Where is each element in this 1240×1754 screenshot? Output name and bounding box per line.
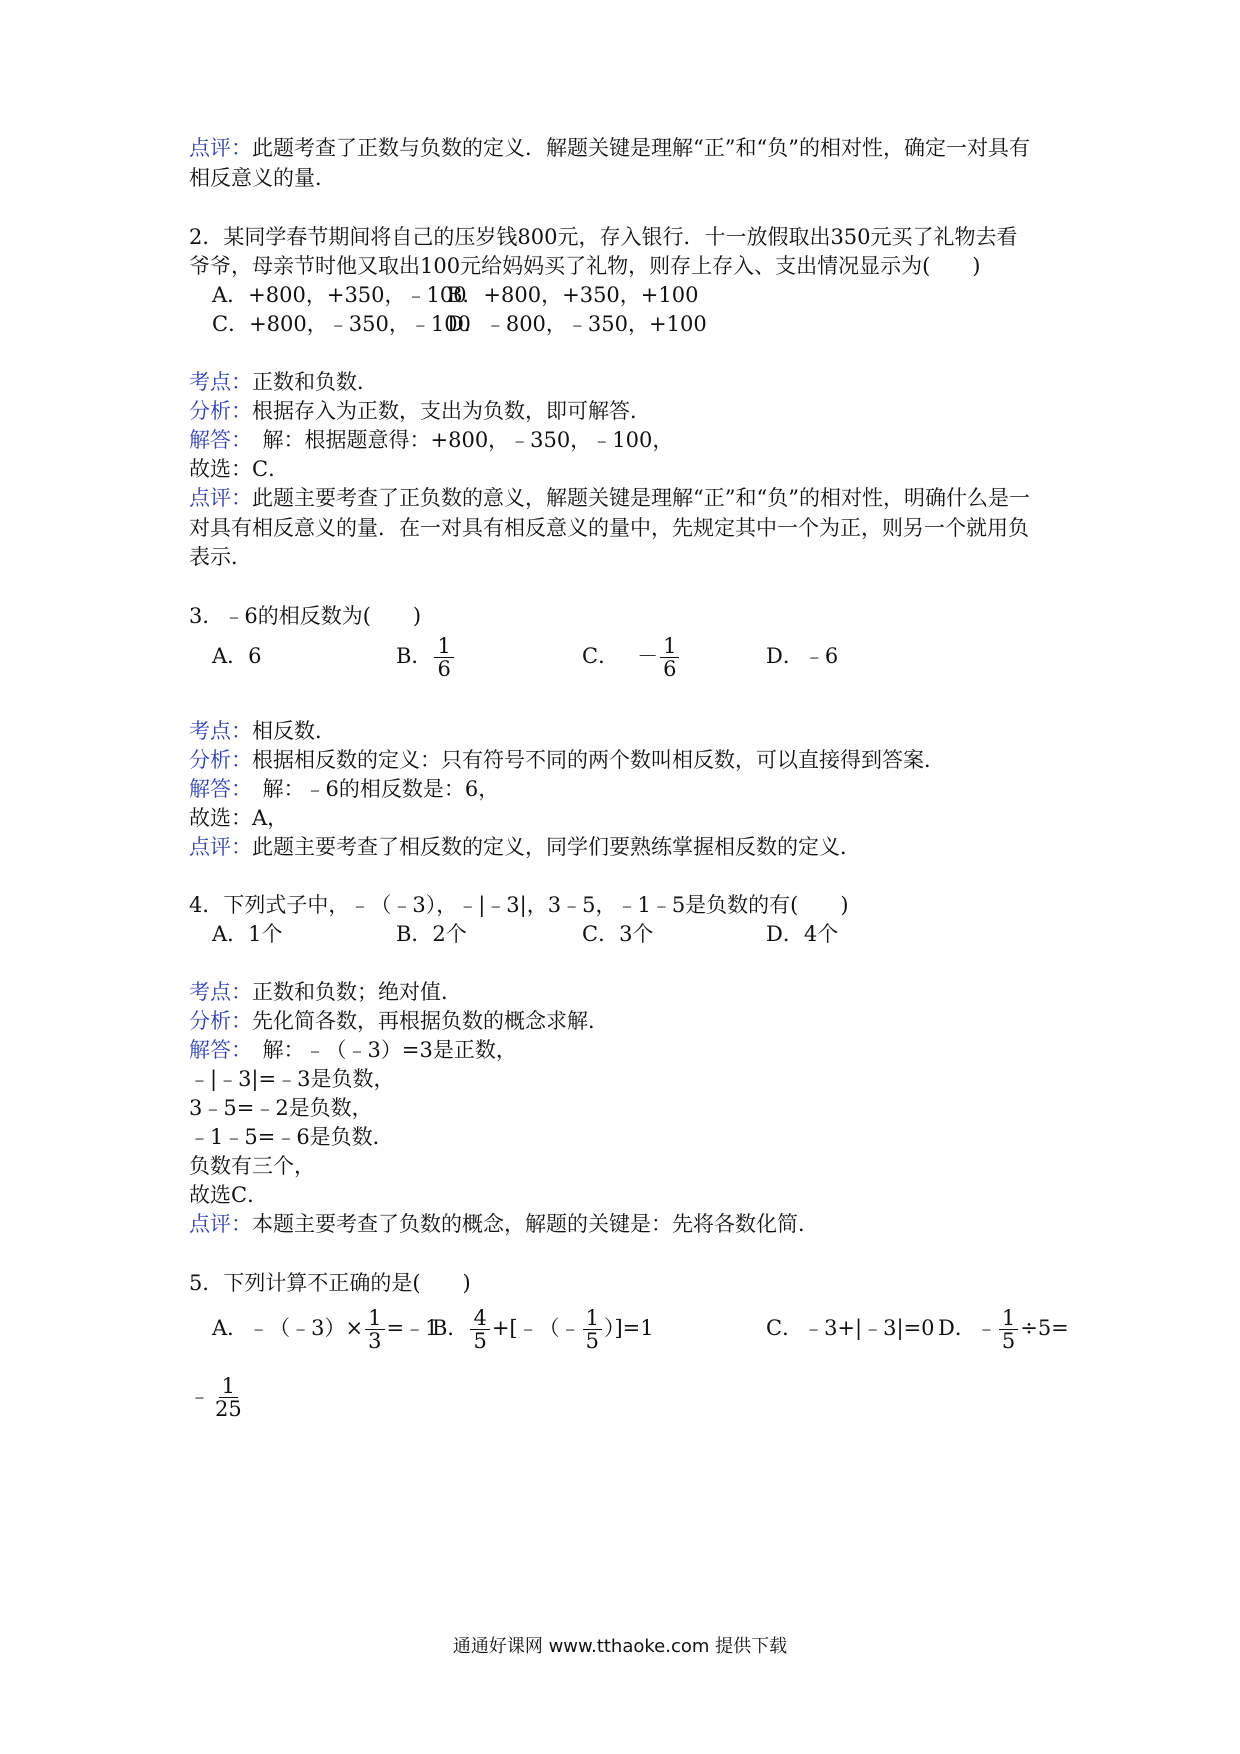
fraction: $\frac{1}{3}$ bbox=[365, 1307, 384, 1352]
q4-option-b: B．2个 bbox=[396, 922, 467, 946]
q5-option-a: A．﹣（﹣3）× $\frac{1}{3}$ =﹣1 bbox=[212, 1306, 439, 1353]
q4-step-4: 负数有三个， bbox=[189, 1154, 315, 1178]
q3-review: 点评：此题主要考查了相反数的定义，同学们要熟练掌握相反数的定义． bbox=[189, 835, 861, 859]
q3-choice: 故选：A， bbox=[189, 806, 289, 830]
q4-stem: 4．下列式子中，﹣（﹣3），﹣|﹣3|，3﹣5，﹣1﹣5是负数的有( ) bbox=[189, 893, 849, 917]
q2-topic: 考点：正数和负数． bbox=[189, 370, 378, 394]
q4-review: 点评：本题主要考查了负数的概念，解题的关键是：先将各数化简． bbox=[189, 1212, 819, 1236]
q4-topic: 考点：正数和负数；绝对值． bbox=[189, 980, 462, 1004]
q4-step-2: 3﹣5=﹣2是负数， bbox=[189, 1096, 373, 1120]
q3-topic: 考点：相反数． bbox=[189, 719, 336, 743]
q2-option-b: B．+800，+350，+100 bbox=[447, 283, 699, 307]
fraction: $\frac{1}{6}$ bbox=[660, 635, 679, 680]
q2-option-d: D．﹣800，﹣350，+100 bbox=[447, 312, 707, 336]
q5-option-d: D．﹣ $\frac{1}{5}$ ÷5= bbox=[938, 1306, 1069, 1353]
q4-option-a: A．1个 bbox=[212, 922, 283, 946]
fraction: $\frac{1}{6}$ bbox=[434, 635, 453, 680]
q2-review-line2: 对具有相反意义的量．在一对具有相反意义的量中，先规定其中一个为正，则另一个就用负 bbox=[189, 516, 1029, 540]
q3-solution: 解答： 解：﹣6的相反数是：6， bbox=[189, 777, 500, 801]
q3-option-a: A．6 bbox=[212, 644, 262, 668]
q2-choice: 故选：C． bbox=[189, 457, 290, 481]
q2-solution: 解答： 解：根据题意得：+800，﹣350，﹣100， bbox=[189, 428, 674, 452]
q5-option-c: C．﹣3+|﹣3|=0 bbox=[766, 1316, 935, 1340]
review-label: 点评： bbox=[189, 136, 252, 160]
q2-stem-line2: 爷爷，母亲节时他又取出100元给妈妈买了礼物，则存上存入、支出情况显示为( ) bbox=[189, 254, 981, 278]
q3-option-c: C． － $\frac{1}{6}$ bbox=[582, 624, 681, 688]
q1-review-line2: 相反意义的量． bbox=[189, 166, 336, 190]
q4-step-1: ﹣|﹣3|=﹣3是负数， bbox=[189, 1067, 395, 1091]
q2-option-c: C．+800，﹣350，﹣100 bbox=[212, 312, 471, 336]
page-footer: 通通好课网 www.tthaoke.com 提供下载 bbox=[452, 1636, 788, 1657]
q3-option-d: D．﹣6 bbox=[766, 644, 839, 668]
q2-review-line3: 表示． bbox=[189, 545, 252, 569]
q5-option-b: B． $\frac{4}{5}$ +[﹣（﹣ $\frac{1}{5}$ ）]=1 bbox=[432, 1306, 654, 1353]
q4-option-c: C．3个 bbox=[582, 922, 654, 946]
q4-step-3: ﹣1﹣5=﹣6是负数． bbox=[189, 1125, 394, 1149]
q4-option-d: D．4个 bbox=[766, 922, 839, 946]
q4-solution: 解答： 解：﹣（﹣3）=3是正数， bbox=[189, 1038, 517, 1062]
q1-review-line1: 点评：此题考查了正数与负数的定义．解题关键是理解“正”和“负”的相对性，确定一对具有 bbox=[189, 136, 1030, 160]
q3-stem: 3．﹣6的相反数为( ) bbox=[189, 604, 422, 628]
q5-stem: 5．下列计算不正确的是( ) bbox=[189, 1271, 471, 1295]
q3-analysis: 分析：根据相反数的定义：只有符号不同的两个数叫相反数，可以直接得到答案． bbox=[189, 748, 945, 772]
q2-analysis: 分析：根据存入为正数，支出为负数，即可解答． bbox=[189, 399, 651, 423]
fraction: $\frac{1}{5}$ bbox=[583, 1307, 602, 1352]
fraction: $\frac{1}{5}$ bbox=[999, 1307, 1018, 1352]
fraction: $\frac{1}{25}$ bbox=[215, 1374, 242, 1421]
fraction: $\frac{4}{5}$ bbox=[470, 1307, 489, 1352]
q3-option-b: B． $\frac{1}{6}$ bbox=[396, 624, 456, 688]
q2-option-a: A．+800，+350，﹣100 bbox=[212, 283, 467, 307]
q4-analysis: 分析：先化简各数，再根据负数的概念求解． bbox=[189, 1009, 609, 1033]
q2-stem-line1: 2．某同学春节期间将自己的压岁钱800元，存入银行．十一放假取出350元买了礼物去看 bbox=[189, 225, 1018, 249]
q5-option-d-continued: ﹣ $\frac{1}{25}$ bbox=[189, 1364, 247, 1428]
q4-choice: 故选C． bbox=[189, 1183, 269, 1207]
q2-review-line1: 点评：此题主要考查了正负数的意义，解题关键是理解“正”和“负”的相对性，明确什么是一 bbox=[189, 486, 1030, 510]
